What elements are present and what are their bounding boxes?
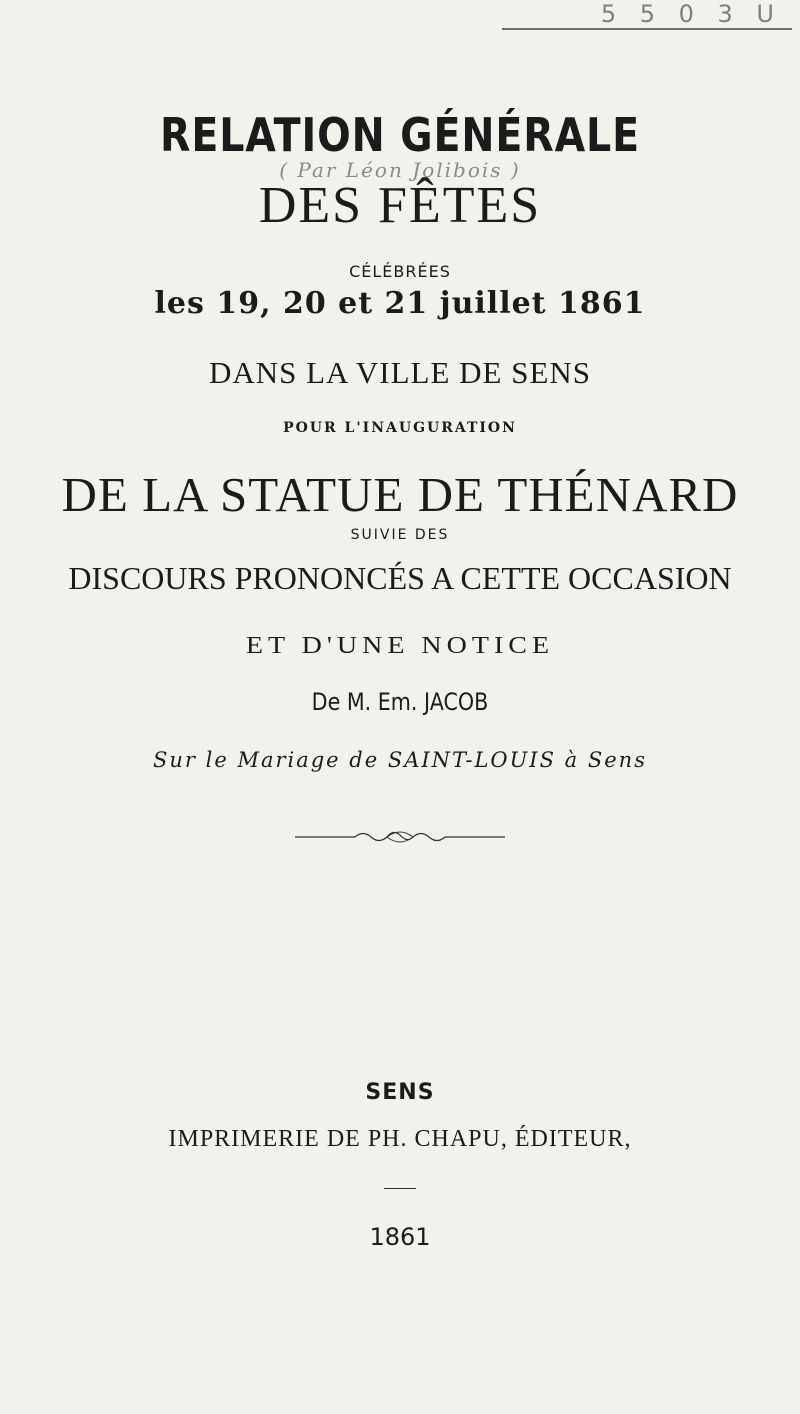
notice-subject-line: Sur le Mariage de SAINT-LOUIS à Sens: [153, 748, 647, 772]
imprint-city: SENS: [365, 1080, 435, 1105]
imprint-printer: IMPRIMERIE DE PH. CHAPU, ÉDITEUR,: [168, 1126, 632, 1152]
catalog-number: 5 5 0 3 U: [600, 0, 782, 28]
title-line-1: RELATION GÉNÉRALE: [159, 108, 641, 162]
purpose-line: POUR L'INAUGURATION: [283, 420, 517, 436]
handwritten-note: ( Par Léon Jolibois ): [279, 158, 521, 182]
ornament-divider: [295, 828, 505, 846]
catalog-underline: [502, 28, 792, 30]
speeches-line: DISCOURS PRONONCÉS A CETTE OCCASION: [68, 560, 732, 596]
statue-line: DE LA STATUE DE THÉNARD: [61, 467, 739, 522]
followed-by-line: SUIVIE DES: [350, 527, 450, 543]
event-dates: les 19, 20 et 21 juillet 1861: [154, 286, 646, 321]
year-rule: [384, 1188, 416, 1189]
author-line: De M. Em. JACOB: [311, 688, 489, 716]
notice-line: ET D'UNE NOTICE: [245, 632, 555, 659]
title-line-2: DES FÊTES: [258, 177, 542, 234]
city-line: DANS LA VILLE DE SENS: [208, 355, 592, 390]
subtitle-celebrees: CÉLÉBRÉES: [349, 262, 451, 281]
imprint-year: 1861: [369, 1223, 431, 1251]
